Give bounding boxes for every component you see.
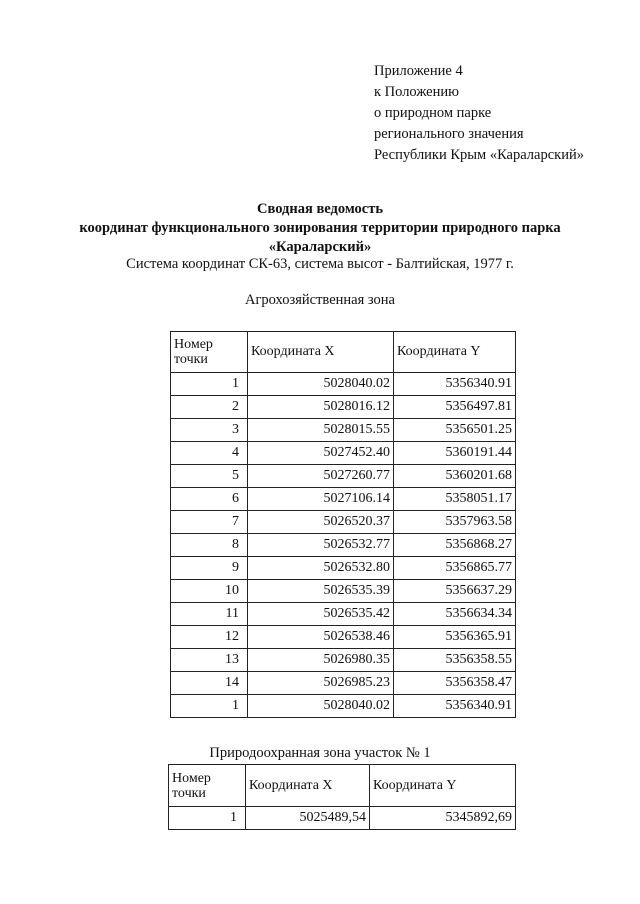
cell-point-number: 10 — [171, 580, 248, 603]
cell-point-number: 1 — [171, 373, 248, 396]
cell-coordinate-y: 5356340.91 — [394, 373, 516, 396]
cell-coordinate-x: 5026538.46 — [248, 626, 394, 649]
cell-point-number: 14 — [171, 672, 248, 695]
header-coordinate-y: Координата Y — [394, 332, 516, 373]
header-coordinate-x: Координата X — [246, 765, 370, 807]
title-line: Сводная ведомость — [257, 201, 383, 217]
cell-coordinate-y: 5356637.29 — [394, 580, 516, 603]
appendix-header — [374, 61, 584, 166]
coordinates-table-agro — [170, 331, 516, 718]
cell-coordinate-x: 5028016.12 — [248, 396, 394, 419]
title-line: «Караларский» — [268, 239, 372, 255]
table-row — [171, 396, 516, 419]
cell-coordinate-x: 5028040.02 — [248, 695, 394, 718]
cell-coordinate-y: 5356501.25 — [394, 419, 516, 442]
document-title — [0, 200, 640, 257]
cell-coordinate-x: 5026535.42 — [248, 603, 394, 626]
zone-title-agro: Агрохозяйственная зона — [245, 292, 395, 308]
cell-point-number: 13 — [171, 649, 248, 672]
cell-coordinate-y: 5356340.91 — [394, 695, 516, 718]
cell-coordinate-x: 5026535.39 — [248, 580, 394, 603]
table-header-row — [169, 765, 516, 807]
table-row — [171, 672, 516, 695]
cell-point-number: 11 — [171, 603, 248, 626]
cell-point-number: 4 — [171, 442, 248, 465]
cell-coordinate-x: 5027106.14 — [248, 488, 394, 511]
cell-coordinate-x: 5026532.80 — [248, 557, 394, 580]
appendix-line: Приложение 4 — [374, 63, 463, 79]
table-row — [171, 603, 516, 626]
cell-coordinate-y: 5356634.34 — [394, 603, 516, 626]
table-row — [171, 695, 516, 718]
cell-point-number: 1 — [171, 695, 248, 718]
cell-coordinate-y: 5358051.17 — [394, 488, 516, 511]
cell-coordinate-y: 5357963.58 — [394, 511, 516, 534]
cell-coordinate-x: 5027452.40 — [248, 442, 394, 465]
coordinate-system-note: Система координат СК-63, система высот - Балтийская, 1977 г. — [126, 256, 514, 272]
cell-coordinate-x: 5026532.77 — [248, 534, 394, 557]
zone-title-nature-protection: Природоохранная зона участок № 1 — [209, 745, 431, 761]
table-row — [171, 373, 516, 396]
table-row — [171, 557, 516, 580]
table-row — [171, 580, 516, 603]
cell-point-number: 7 — [171, 511, 248, 534]
cell-coordinate-y: 5356497.81 — [394, 396, 516, 419]
appendix-line: регионального значения — [374, 126, 524, 142]
header-point-number: Номер точки — [171, 332, 248, 373]
header-coordinate-x: Координата X — [248, 332, 394, 373]
cell-coordinate-x: 5026980.35 — [248, 649, 394, 672]
cell-coordinate-y: 5356358.55 — [394, 649, 516, 672]
cell-coordinate-x: 5025489,54 — [246, 807, 370, 830]
cell-coordinate-y: 5356365.91 — [394, 626, 516, 649]
table-row — [171, 419, 516, 442]
cell-coordinate-x: 5027260.77 — [248, 465, 394, 488]
table-row — [171, 442, 516, 465]
table-row — [171, 626, 516, 649]
cell-point-number: 3 — [171, 419, 248, 442]
cell-point-number: 6 — [171, 488, 248, 511]
table-row — [169, 807, 516, 830]
cell-coordinate-x: 5028015.55 — [248, 419, 394, 442]
table-row — [171, 534, 516, 557]
cell-coordinate-y: 5345892,69 — [370, 807, 516, 830]
cell-coordinate-y: 5356358.47 — [394, 672, 516, 695]
cell-coordinate-y: 5356865.77 — [394, 557, 516, 580]
cell-coordinate-x: 5028040.02 — [248, 373, 394, 396]
cell-point-number: 9 — [171, 557, 248, 580]
cell-coordinate-x: 5026520.37 — [248, 511, 394, 534]
table-row — [171, 488, 516, 511]
cell-point-number: 2 — [171, 396, 248, 419]
header-point-number: Номер точки — [169, 765, 246, 807]
header-coordinate-y: Координата Y — [370, 765, 516, 807]
cell-point-number: 12 — [171, 626, 248, 649]
cell-point-number: 5 — [171, 465, 248, 488]
table-row — [171, 511, 516, 534]
appendix-line: к Положению — [374, 84, 459, 100]
cell-coordinate-x: 5026985.23 — [248, 672, 394, 695]
cell-coordinate-y: 5360201.68 — [394, 465, 516, 488]
coordinates-table-nature-protection — [168, 764, 516, 830]
cell-coordinate-y: 5360191.44 — [394, 442, 516, 465]
table-row — [171, 465, 516, 488]
table-header-row — [171, 332, 516, 373]
cell-point-number: 1 — [169, 807, 246, 830]
cell-coordinate-y: 5356868.27 — [394, 534, 516, 557]
appendix-line: Республики Крым «Караларский» — [374, 147, 584, 163]
cell-point-number: 8 — [171, 534, 248, 557]
table-row — [171, 649, 516, 672]
title-line: координат функционального зонирования территории природного парка — [79, 220, 561, 236]
appendix-line: о природном парке — [374, 105, 492, 121]
